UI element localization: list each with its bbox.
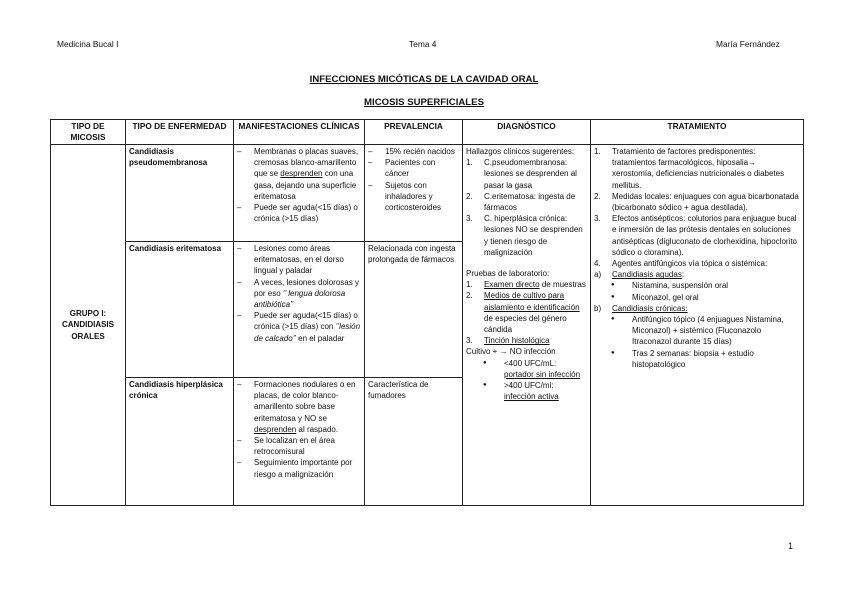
list-item [237,310,361,344]
header-diagnostico: DIAGNÓSTICO [463,120,591,145]
list-item: 3. Tinción histológica [466,336,550,346]
list-item: ● Miconazol, gel oral [594,292,800,303]
text: Efectos antisépticos: colutorios para enjuague bucal e inmersión de las prótesis dentales en soluciones antisépticas (digluconato de clorhexidina, hipoclorito sódico o cloramina). [612,214,797,257]
list-item: 2. Medidas locales: enjuagues con agua bicarbonatada (bicarbonato sódico + agua destilada). [594,191,799,213]
manifestaciones-cell [234,145,365,242]
tratamiento-cell [591,145,804,506]
enfermedad-cell: Candidiasis eritematosa [126,242,234,378]
manifestaciones-cell [234,242,365,378]
list-item: ● Antifúngico tópico (4 enjuagues Nistamina, Miconazol) + sistémico (Fluconazolo Itraconazol durante 15 días) [594,314,800,348]
header-tipo-enfermedad: TIPO DE ENFERMEDAD [126,120,234,145]
prevalencia-cell: Característica de fumadores [365,378,463,506]
list-item: – Pacientes con cáncer [368,157,459,179]
list-item: b) Candidiasis crónicas: ● Antifúngico tópico (4 enjuagues Nistamina, Miconazol) + sistémico (Fluconazolo Itraconazol durante 15 días) ● Tras 2 semanas: biopsia + estudio histopatológico [594,303,800,370]
list-item: – Puede ser aguda(<15 días) o crónica (>15 días) [237,202,361,224]
list-item: 3. C. hiperplásica crónica: lesiones NO se desprenden y tienen riesgo de malignización [466,214,583,257]
text: portador sin infección [504,369,581,379]
list-item [466,380,587,402]
list-item [466,358,587,380]
list-item: – Se localizan en el área retrocomisural [237,435,361,457]
text: >400 UFC/ml: [504,381,554,391]
list-item: – Sujetos con inhaladores y corticosteroides [368,180,459,214]
text: C.pseudomembranosa: lesiones se desprenden al pasar la gasa [484,158,577,190]
diag-cultivo: Cultivo + → NO infección [466,347,556,357]
text: C. hiperplásica crónica: lesiones NO se desprenden y tienen riesgo de malignización [484,214,583,257]
text: Puede ser aguda(<15 días) o crónica (>15 días) con [254,311,358,332]
page-number: 1 [788,541,794,551]
text: Membranas o placas suaves, cremosas blanco-amarillento que se [254,147,359,179]
text: desprenden [280,169,323,179]
list-item [237,146,361,202]
text: infección activa [504,392,559,402]
header-left: Medicina Bucal I [57,39,119,49]
text: en el paladar [295,333,345,343]
text: A veces, lesiones dolorosas y por eso [254,277,359,298]
header-center: Tema 4 [409,39,437,49]
list-item: a) Candidiasis agudas: ● Nistamina, suspensión oral ● Miconazol, gel oral [594,269,800,303]
diag-intro: Hallazgos clínicos sugerentes: [466,147,575,156]
list-item: 4. Agentes antifúngicos vía tópica o sistémica: [594,259,768,269]
text: con una gasa, dejando una superficie eritematosa [254,169,357,201]
list-item: – Lesiones como áreas eritematosas, en el dorso lingual y paladar [237,243,361,277]
list-item: 3. Efectos antisépticos: colutorios para enjuague bucal e inmersión de las prótesis dentales en soluciones antisépticas (digluconato de clorhexidina, hipoclorito sódico o cloramina). [594,214,797,257]
text: de muestras [539,280,586,290]
manifestaciones-cell [234,378,365,506]
list-item: – 15% recién nacidos [368,146,459,157]
list-item: 1. Tratamiento de factores predisponentes: tratamientos farmacológicos, hiposalia→ xerostomía, deficiencias nutricionales o diabetes mellitus. [594,147,785,190]
table-header-row [51,120,804,145]
text: <400 UFC/mL: [504,358,557,368]
list-item: ● Nistamina, suspensión oral [594,280,800,291]
list-item: 1. C.pseudomembranosa: lesiones se desprenden al pasar la gasa [466,158,577,190]
enfermedad-cell: Candidiasis pseudomembranosa [126,145,234,242]
text: Agentes antifúngicos vía tópica o sistémica: [612,259,768,269]
table-row [51,145,804,242]
text: Tratamiento de factores predisponentes: tratamientos farmacológicos, hiposalia→ xerostomía, deficiencias nutricionales o diabetes mellitus. [612,147,785,190]
header-tratamiento: TRATAMIENTO [591,120,804,145]
micosis-table [50,119,804,506]
list-item [237,379,361,435]
header-prevalencia: PREVALENCIA [365,120,463,145]
text: Candidiasis agudas [612,270,682,280]
text: C.eritematosa: ingesta de fármacos [484,191,576,213]
text: Tinción histológica [484,336,550,346]
enfermedad-cell: Candidiasis hiperplásica crónica [126,378,234,506]
prevalencia-cell: Relacionada con ingesta prolongada de fármacos [365,242,463,378]
list-item: 2. Medios de cultivo para aislamiento e identificación de especies del género cándida [466,291,580,335]
text: Formaciones nodulares o en placas, de color blanco-amarillento sobre base eritematosa y NO se [254,380,356,423]
list-item: 1. Examen directo de muestras [466,280,586,290]
group-cell: GRUPO I: CANDIDIASIS ORALES [51,145,126,506]
prevalencia-cell [365,145,463,242]
diag-lab: Pruebas de laboratorio: [466,269,550,279]
header-tipo-micosis: TIPO DE MICOSIS [51,120,126,145]
text: al raspado. [296,424,339,434]
text: Examen directo [484,280,540,290]
list-item [237,277,361,311]
header-right: María Fernández [716,39,780,49]
header-manifestaciones: MANIFESTACIONES CLÍNICAS [234,120,365,145]
text: Medios de cultivo para aislamiento e identificación [484,291,580,312]
text: ‘’lesión de calcado’’ [254,322,361,343]
diagnostico-cell [463,145,591,506]
document-subtitle: MICOSIS SUPERFICIALES [364,97,484,108]
text: Medidas locales: enjuagues con agua bicarbonatada (bicarbonato sódico + agua destilada). [612,191,799,213]
document-title: INFECCIONES MICÓTICAS DE LA CAVIDAD ORAL [309,74,539,85]
list-item: ● Tras 2 semanas: biopsia + estudio histopatológico [594,348,800,370]
text: Candidiasis crónicas: [612,303,688,313]
text: desprenden [254,424,297,434]
text: ‘’ lengua dolorosa antibiótica’’ [254,288,346,310]
list-item: – Seguimiento importante por riesgo a malignización [237,457,361,479]
list-item: 2. C.eritematosa: ingesta de fármacos [466,191,576,213]
text: de especies del género cándida [484,313,567,335]
